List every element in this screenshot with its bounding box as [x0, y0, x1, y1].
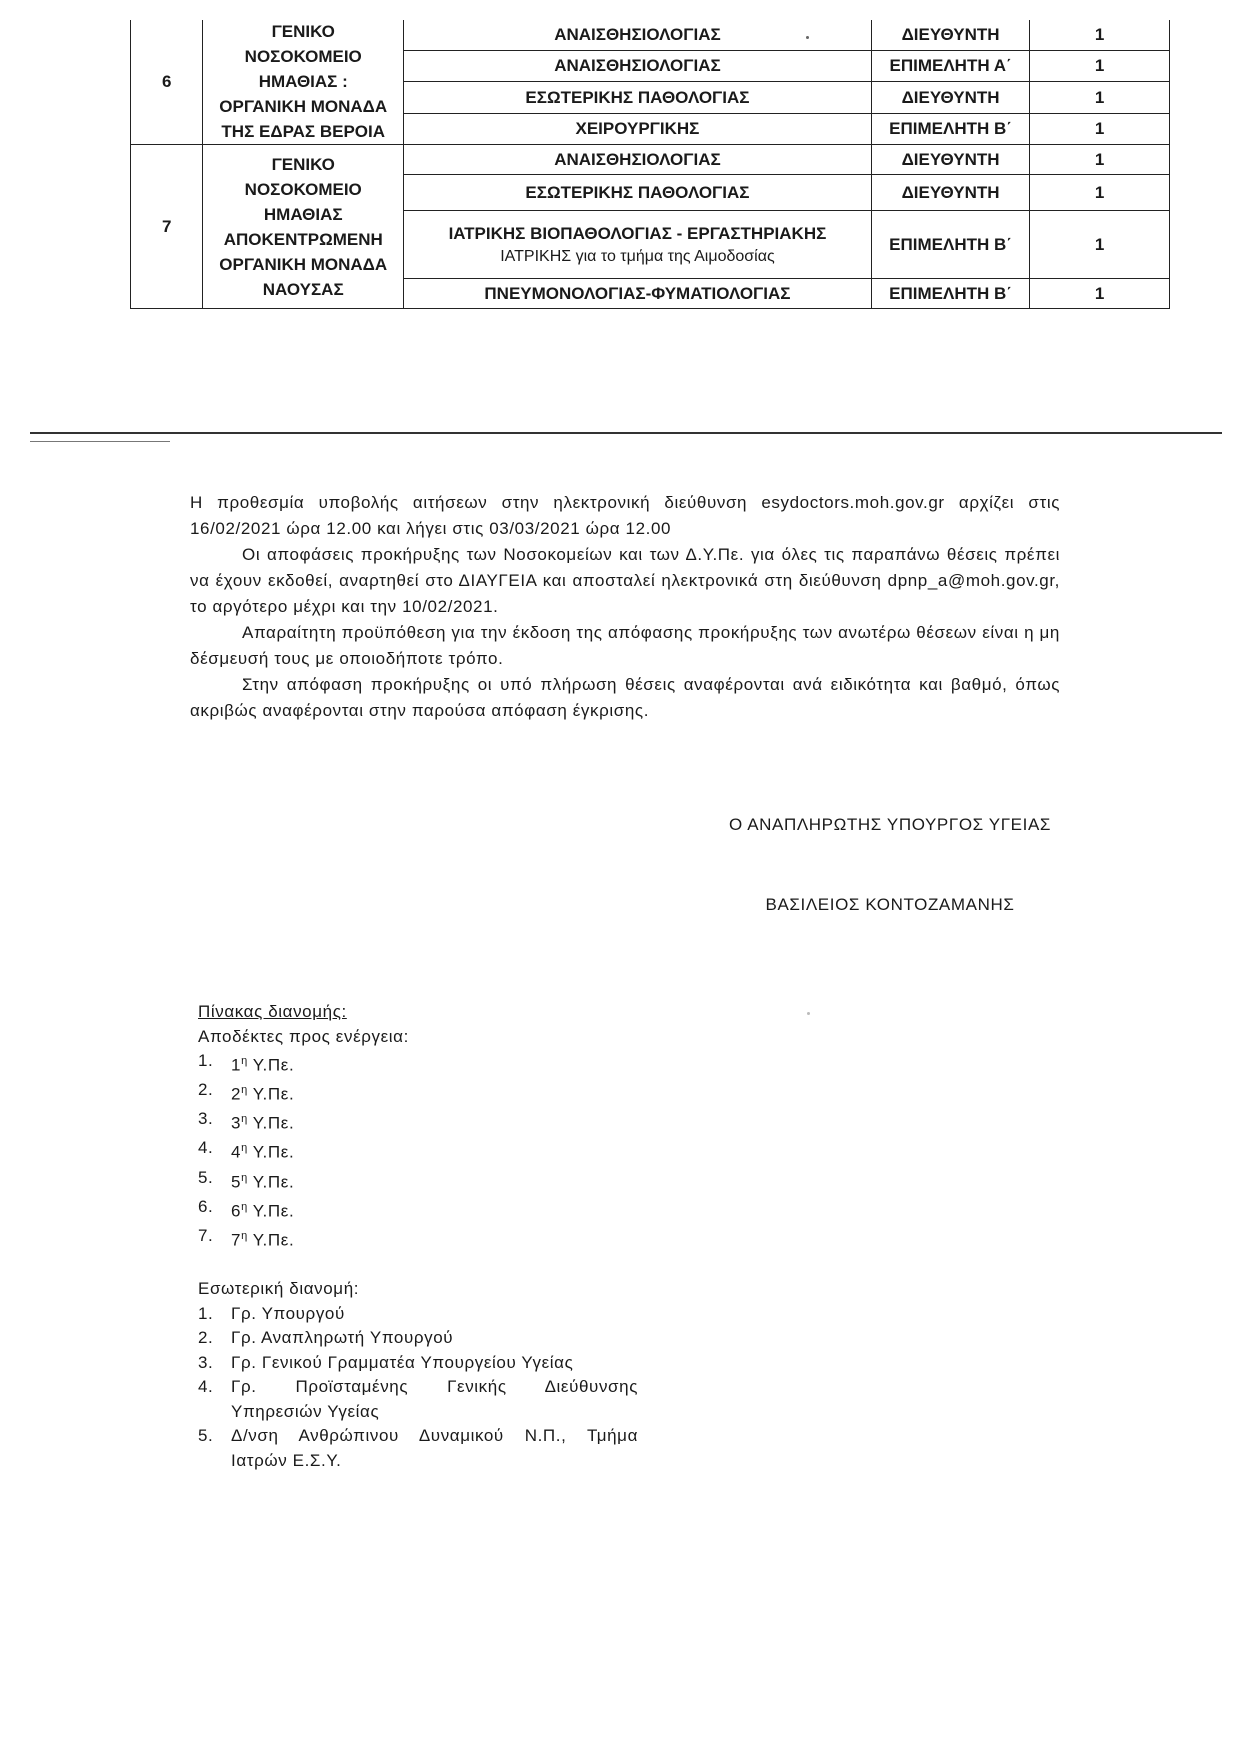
list-item: 5. Δ/νση Ανθρώπινου Δυναμικού Ν.Π., Τμήμα Ιατρών Ε.Σ.Υ. — [198, 1426, 638, 1470]
scan-speck — [807, 1012, 810, 1015]
quantity-cell: 1 — [1030, 113, 1170, 145]
rank-cell: ΕΠΙΜΕΛΗΤΗ Β΄ — [871, 211, 1029, 279]
action-recipients-heading: Αποδέκτες προς ενέργεια: — [198, 1026, 409, 1046]
list-item: 2. $2^\eta$ Υ.Πε. — [198, 1080, 295, 1104]
quantity-cell: 1 — [1030, 211, 1170, 279]
section-divider — [30, 432, 1222, 434]
quantity-cell: 1 — [1030, 145, 1170, 175]
body-text — [190, 490, 1060, 724]
distribution-heading: Πίνακας διανομής: — [198, 1002, 347, 1021]
rank-cell: ΔΙΕΥΘΥΝΤΗ — [871, 19, 1029, 51]
hospital-name: ΓΕΝΙΚΟ ΝΟΣΟΚΟΜΕΙΟ ΗΜΑΘΙΑΣ ΑΠΟΚΕΝΤΡΩΜΕΝΗ ΟΡΓΑΝΙΚΗ ΜΟΝΑΔΑ ΝΑΟΥΣΑΣ — [203, 145, 404, 309]
row-number: 7 — [131, 145, 203, 309]
list-item: 3. Γρ. Γενικού Γραμματέα Υπουργείου Υγείας — [198, 1352, 574, 1372]
specialty-cell: ΑΝΑΙΣΘΗΣΙΟΛΟΓΙΑΣ — [404, 50, 872, 82]
rank-cell: ΕΠΙΜΕΛΗΤΗ Β΄ — [871, 279, 1029, 309]
list-item: 7. $7^\eta$ Υ.Πε. — [198, 1225, 295, 1250]
row-number: 6 — [131, 19, 203, 145]
list-item: 3. $3^\eta$ Υ.Πε. — [198, 1109, 295, 1133]
action-recipients-list — [198, 1049, 638, 1253]
positions-table — [130, 18, 1170, 309]
specialty-cell: ΑΝΑΙΣΘΗΣΙΟΛΟΓΙΑΣ — [404, 19, 872, 51]
distribution-list — [198, 1000, 638, 1473]
table-row — [131, 145, 1170, 175]
internal-distribution-heading: Εσωτερική διανομή: — [198, 1279, 360, 1299]
list-item: 4. $4^\eta$ Υ.Πε. — [198, 1138, 295, 1163]
rank-cell: ΔΙΕΥΘΥΝΤΗ — [871, 145, 1029, 175]
list-item: 1. Γρ. Υπουργού — [198, 1303, 345, 1323]
signatory-name: ΒΑΣΙΛΕΙΟΣ ΚΟΝΤΟΖΑΜΑΝΗΣ — [765, 895, 1015, 914]
paragraph-specialty: Στην απόφαση προκήρυξης οι υπό πλήρωση θέσεις αναφέρονται ανά ειδικότητα και βαθμό, όπως ακριβώς αναφέρονται στην παρούσα απόφαση έγκρισης. — [190, 675, 1060, 720]
list-item: 6. $6^\eta$ Υ.Πε. — [198, 1196, 295, 1221]
rank-cell: ΕΠΙΜΕΛΗΤΗ Α΄ — [871, 50, 1029, 82]
quantity-cell: 1 — [1030, 175, 1170, 211]
rank-cell: ΔΙΕΥΘΥΝΤΗ — [871, 82, 1029, 114]
hospital-name: ΓΕΝΙΚΟ ΝΟΣΟΚΟΜΕΙΟ ΗΜΑΘΙΑΣ : ΟΡΓΑΝΙΚΗ ΜΟΝΑΔΑ ΤΗΣ ΕΔΡΑΣ ΒΕΡΟΙΑ — [203, 19, 404, 145]
list-item: 4. Γρ. Προϊσταμένης Γενικής Διεύθυνσης Υπηρεσιών Υγείας — [198, 1377, 638, 1421]
specialty-cell: ΕΣΩΤΕΡΙΚΗΣ ΠΑΘΟΛΟΓΙΑΣ — [404, 82, 872, 114]
paragraph-prerequisite: Απαραίτητη προϋπόθεση για την έκδοση της απόφασης προκήρυξης των ανωτέρω θέσεων είναι η μη δέσμευσή τους με οποιοδήποτε τρόπο. — [190, 623, 1060, 668]
specialty-cell: ΑΝΑΙΣΘΗΣΙΟΛΟΓΙΑΣ — [404, 145, 872, 175]
rank-cell: ΕΠΙΜΕΛΗΤΗ Β΄ — [871, 113, 1029, 145]
list-item: 5. $5^\eta$ Υ.Πε. — [198, 1167, 295, 1192]
paragraph-deadline: Η προθεσμία υποβολής αιτήσεων στην ηλεκτρονική διεύθυνση esydoctors.moh.gov.gr αρχίζει στις 16/02/2021 ώρα 12.00 και λήγει στις 03/03/2021 ώρα 12.00 — [190, 493, 1060, 538]
quantity-cell: 1 — [1030, 82, 1170, 114]
section-divider-shadow — [30, 441, 170, 442]
list-item: 2. Γρ. Αναπληρωτή Υπουργού — [198, 1328, 454, 1348]
quantity-cell: 1 — [1030, 19, 1170, 51]
rank-cell: ΔΙΕΥΘΥΝΤΗ — [871, 175, 1029, 211]
signatory-title: Ο ΑΝΑΠΛΗΡΩΤΗΣ ΥΠΟΥΡΓΟΣ ΥΓΕΙΑΣ — [729, 815, 1051, 834]
table-row — [131, 19, 1170, 51]
specialty-cell: ΕΣΩΤΕΡΙΚΗΣ ΠΑΘΟΛΟΓΙΑΣ — [404, 175, 872, 211]
scan-speck — [806, 36, 809, 39]
paragraph-decisions: Οι αποφάσεις προκήρυξης των Νοσοκομείων και των Δ.Υ.Πε. για όλες τις παραπάνω θέσεις πρέπει να έχουν εκδοθεί, αναρτηθεί στο ΔΙΑΥΓΕΙΑ και αποσταλεί ηλεκτρονικά στη διεύθυνση dpnp_a@moh.gov.gr, το αργότερο μέχρι και την 10/02/2021. — [190, 545, 1060, 616]
specialty-cell: ΠΝΕΥΜΟΝΟΛΟΓΙΑΣ-ΦΥΜΑΤΙΟΛΟΓΙΑΣ — [404, 279, 872, 309]
list-item: 1. $1^\eta$ Υ.Πε. — [198, 1051, 295, 1075]
specialty-cell: ΧΕΙΡΟΥΡΓΙΚΗΣ — [404, 113, 872, 145]
table-top-edge — [130, 18, 1174, 20]
quantity-cell: 1 — [1030, 279, 1170, 309]
quantity-cell: 1 — [1030, 50, 1170, 82]
specialty-cell: ΙΑΤΡΙΚΗΣ ΒΙΟΠΑΘΟΛΟΓΙΑΣ - ΕΡΓΑΣΤΗΡΙΑΚΗΣ ΙΑΤΡΙΚΗΣ για το τμήμα της Αιμοδοσίας — [404, 211, 872, 279]
internal-distribution-list — [198, 1302, 638, 1474]
